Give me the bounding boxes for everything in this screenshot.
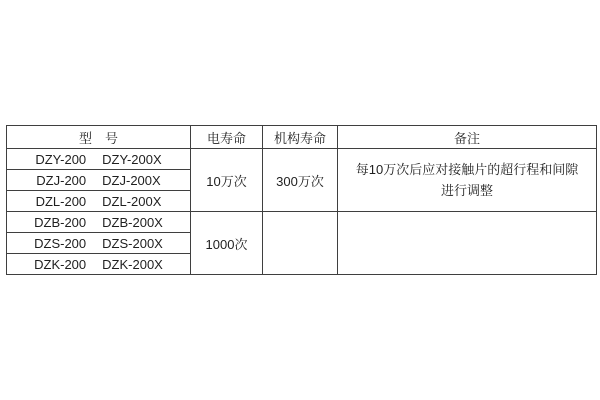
mechanical-life-cell: 300万次	[263, 149, 338, 212]
model-pair	[7, 194, 190, 209]
model-pair	[7, 215, 190, 230]
model-left: DZJ-200	[36, 172, 87, 188]
header-remark: 备注	[338, 126, 597, 149]
table-row	[7, 212, 597, 233]
model-cell	[7, 212, 191, 233]
model-pair	[7, 152, 190, 167]
header-electrical-life: 电寿命	[191, 126, 263, 149]
model-pair	[7, 173, 190, 188]
model-left: DZK-200	[34, 256, 87, 272]
model-right: DZB-200X	[102, 214, 163, 230]
model-right: DZY-200X	[102, 151, 162, 167]
model-cell	[7, 233, 191, 254]
electrical-life-cell: 1000次	[191, 212, 263, 275]
model-pair	[7, 257, 190, 272]
model-left: DZL-200	[35, 193, 87, 209]
model-cell	[7, 170, 191, 191]
model-left: DZS-200	[34, 235, 87, 251]
remark-cell	[338, 149, 597, 212]
header-model: 型 号	[7, 126, 191, 149]
model-right: DZJ-200X	[102, 172, 161, 188]
remark-line-2: 进行调整	[440, 183, 493, 198]
model-right: DZL-200X	[102, 193, 162, 209]
model-left: DZY-200	[35, 151, 87, 167]
spec-table	[6, 125, 597, 275]
model-pair	[7, 236, 190, 251]
model-cell	[7, 254, 191, 275]
remark-line-1: 每10万次后应对接触片的超行程和间隙	[355, 162, 579, 177]
model-cell	[7, 191, 191, 212]
table-row	[7, 149, 597, 170]
remark-cell	[338, 212, 597, 275]
mechanical-life-cell	[263, 212, 338, 275]
table-header-row	[7, 126, 597, 149]
model-right: DZK-200X	[102, 256, 163, 272]
model-right: DZS-200X	[102, 235, 163, 251]
electrical-life-cell: 10万次	[191, 149, 263, 212]
model-left: DZB-200	[34, 214, 87, 230]
header-mechanical-life: 机构寿命	[263, 126, 338, 149]
model-cell	[7, 149, 191, 170]
